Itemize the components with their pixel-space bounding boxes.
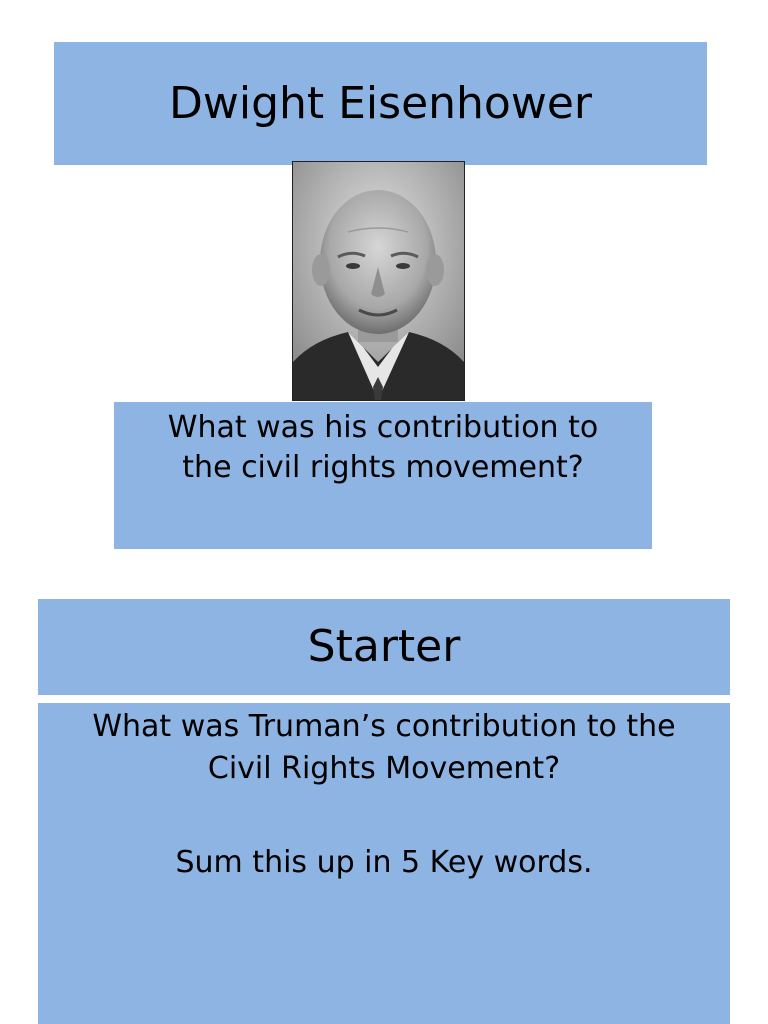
starter-body (38, 703, 730, 1024)
starter-heading: Starter (307, 621, 461, 672)
starter-question (38, 706, 730, 790)
page-title: Dwight Eisenhower (168, 77, 592, 129)
portrait-photo-icon (293, 162, 464, 400)
question-text (114, 408, 652, 488)
portrait-eye-right (396, 263, 410, 269)
starter-banner (38, 599, 730, 695)
starter-task: Sum this up in 5 Key words. (175, 845, 593, 880)
starter-question-line-2: Civil Rights Movement? (207, 751, 561, 786)
portrait-ear-left (312, 254, 330, 286)
starter-question-line-1: What was Truman’s contribution to the (92, 709, 676, 744)
portrait-eye-left (346, 263, 360, 269)
title-banner (54, 42, 707, 165)
portrait-head (320, 190, 436, 334)
question-box (114, 402, 652, 549)
portrait-ear-right (426, 254, 444, 286)
question-line-1: What was his contribution to (167, 410, 599, 445)
portrait-image (292, 161, 465, 401)
question-line-2: the civil rights movement? (182, 450, 584, 485)
